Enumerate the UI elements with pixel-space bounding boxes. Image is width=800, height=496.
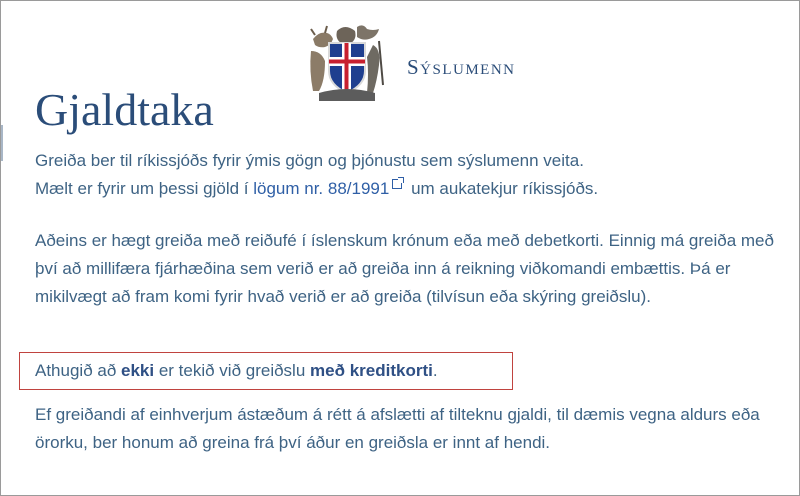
brand-name[interactable]: Sýslumenn xyxy=(407,54,516,79)
page-title: Gjaldtaka xyxy=(35,84,214,135)
discount-info-paragraph: Ef greiðandi af einhverjum ástæðum á rétt á afslætti af tilteknu gjaldi, til dæmis vegna aldurs eða örorku, ber honum að greina frá því áður en greiðsla er innt af hendi. xyxy=(35,405,760,452)
law-link[interactable]: lögum nr. 88/1991 xyxy=(253,179,390,198)
external-link-icon xyxy=(392,179,402,189)
notice-post: . xyxy=(432,361,438,380)
scroll-indicator xyxy=(1,125,3,161)
notice-strong-not: ekki xyxy=(121,361,155,380)
intro-paragraph xyxy=(35,147,775,203)
payment-info-paragraph: Aðeins er hægt greiða með reiðufé í íslenskum krónum eða með debetkorti. Einnig má greiða með því að millifæra fjárhæðina sem verið er að greiða inn á reikning viðkomandi embættis. Þá er mikilvægt að fram komi fyrir hvað verið er að greiða (tilvísun eða skýring greiðslu). xyxy=(35,231,774,306)
intro-line-2-pre: Mælt er fyrir um þessi gjöld í xyxy=(35,179,254,198)
notice-strong-credit-card: með kreditkorti xyxy=(310,361,433,380)
intro-line-2-post: um aukatekjur ríkissjóðs. xyxy=(406,179,599,198)
site-header[interactable] xyxy=(307,21,516,105)
credit-card-notice xyxy=(35,357,775,385)
intro-line-1: Greiða ber til ríkissjóðs fyrir ýmis gögn og þjónustu sem sýslumenn veita. xyxy=(35,151,584,170)
notice-pre: Athugið að xyxy=(35,361,122,380)
coat-of-arms-icon xyxy=(307,21,387,105)
notice-mid: er tekið við greiðslu xyxy=(154,361,311,380)
